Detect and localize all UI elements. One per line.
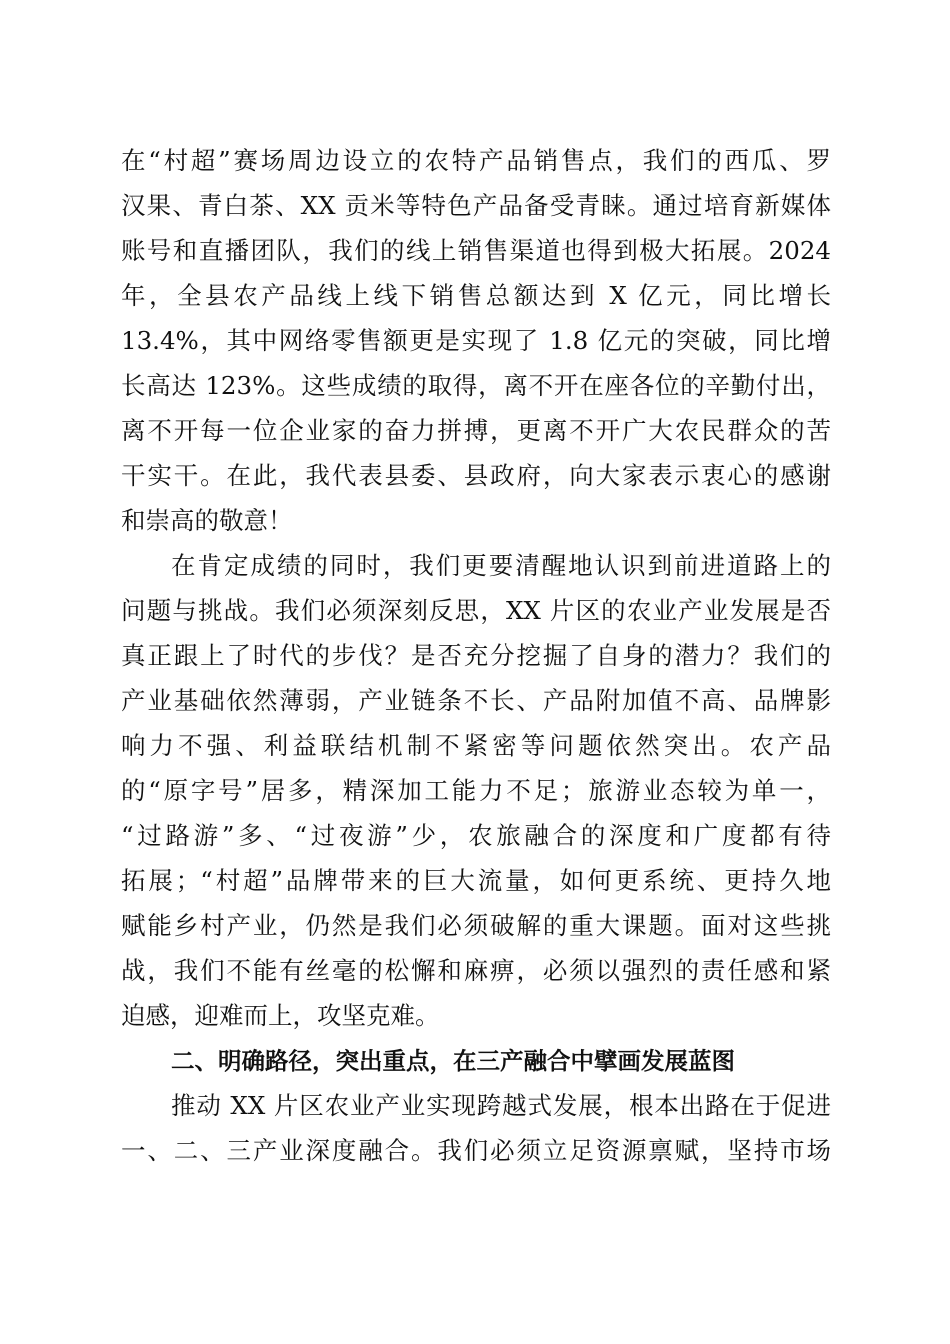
- body-text-line: 拓展；“村超”品牌带来的巨大流量，如何更系统、更持久地: [121, 866, 831, 895]
- body-text-line: 迫感，迎难而上，攻坚克难。: [121, 1001, 440, 1030]
- body-text-line: 年，全县农产品线上线下销售总额达到 X 亿元，同比增长: [121, 281, 831, 310]
- paragraph-first-line: 推动 XX 片区农业产业实现跨越式发展，根本出路在于促进: [171, 1091, 831, 1120]
- body-text-line: 干实干。在此，我代表县委、县政府，向大家表示衷心的感谢: [121, 461, 831, 490]
- body-text-line: 的“原字号”居多，精深加工能力不足；旅游业态较为单一，: [121, 776, 831, 805]
- body-text-line: “过路游”多、“过夜游”少，农旅融合的深度和广度都有待: [121, 821, 831, 850]
- body-text-line: 问题与挑战。我们必须深刻反思，XX 片区的农业产业发展是否: [121, 596, 831, 625]
- body-text-line: 产业基础依然薄弱，产业链条不长、产品附加值不高、品牌影: [121, 686, 831, 715]
- body-text-line: 离不开每一位企业家的奋力拼搏，更离不开广大农民群众的苦: [121, 416, 831, 445]
- body-text-line: 响力不强、利益联结机制不紧密等问题依然突出。农产品: [121, 731, 831, 760]
- body-text-line: 战，我们不能有丝毫的松懈和麻痹，必须以强烈的责任感和紧: [121, 956, 831, 985]
- body-text-line: 真正跟上了时代的步伐？是否充分挖掘了自身的潜力？我们的: [121, 641, 831, 670]
- body-text-line: 13.4%，其中网络零售额更是实现了 1.8 亿元的突破，同比增: [121, 326, 831, 355]
- body-text-line: 汉果、青白茶、XX 贡米等特色产品备受青睐。通过培育新媒体: [121, 191, 831, 220]
- body-text-line: 在“村超”赛场周边设立的农特产品销售点，我们的西瓜、罗: [121, 146, 831, 175]
- body-text-line: 一、二、三产业深度融合。我们必须立足资源禀赋，坚持市场: [121, 1136, 831, 1165]
- section-heading: 二、明确路径，突出重点，在三产融合中擘画发展蓝图: [171, 1047, 735, 1075]
- body-text-line: 长高达 123%。这些成绩的取得，离不开在座各位的辛勤付出，: [121, 371, 831, 400]
- paragraph-first-line: 在肯定成绩的同时，我们更要清醒地认识到前进道路上的: [171, 551, 831, 580]
- body-text-line: 账号和直播团队，我们的线上销售渠道也得到极大拓展。2024: [121, 236, 831, 265]
- body-text-line: 和崇高的敬意！: [121, 506, 293, 535]
- body-text-line: 赋能乡村产业，仍然是我们必须破解的重大课题。面对这些挑: [121, 911, 831, 940]
